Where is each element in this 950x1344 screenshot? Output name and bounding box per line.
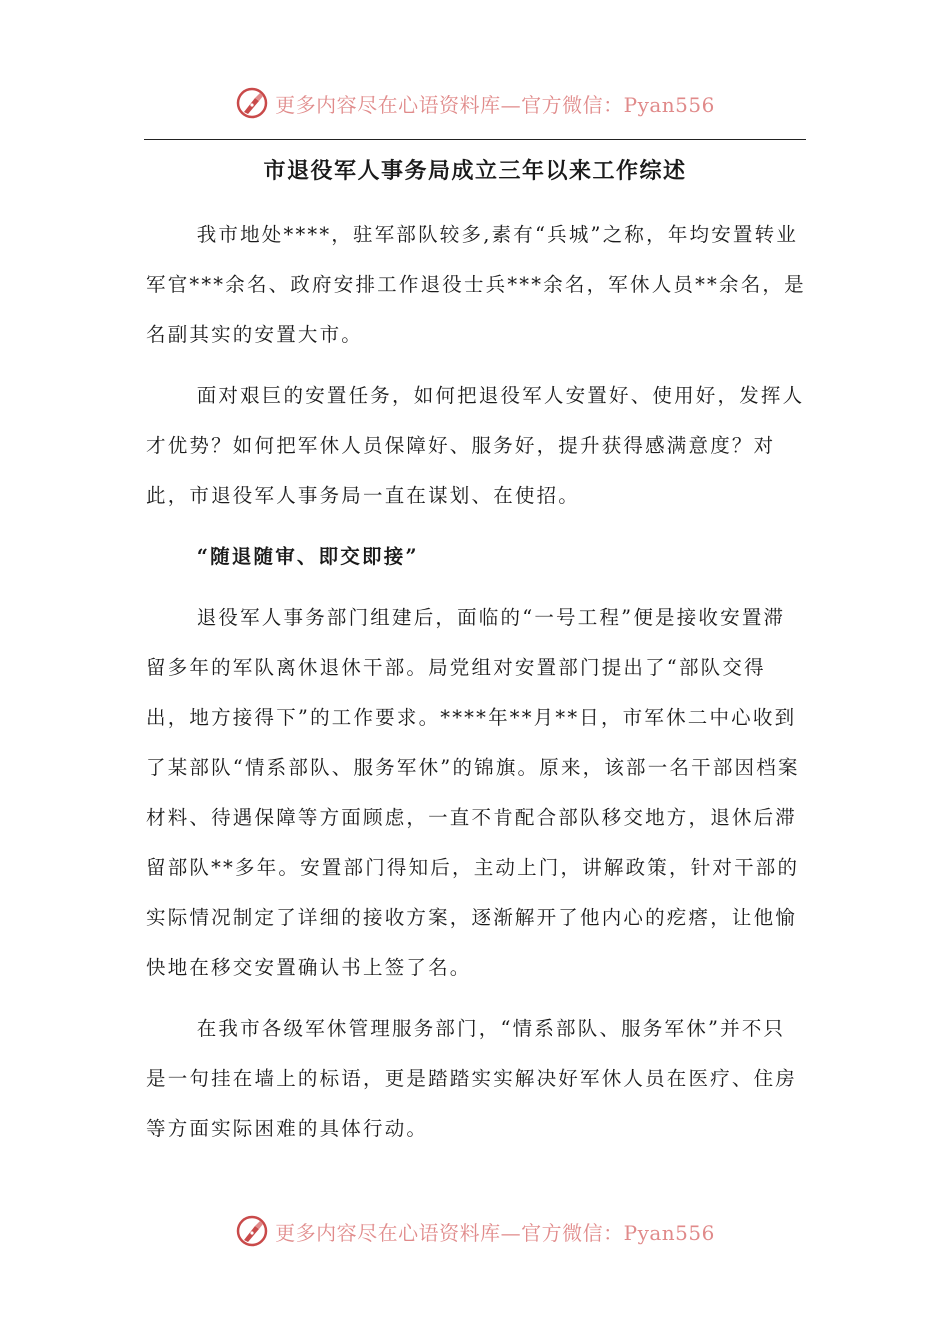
footer-watermark (0, 1211, 950, 1251)
header-watermark (0, 83, 950, 123)
document-body (146, 210, 806, 1165)
paragraph: 面对艰巨的安置任务，如何把退役军人安置好、使用好，发挥人才优势？如何把军休人员保障好、服务好，提升获得感满意度？对此，市退役军人事务局一直在谋划、在使招。 (146, 384, 805, 507)
fountain-pen-logo-icon (235, 86, 269, 120)
paragraph: 退役军人事务部门组建后，面临的“一号工程”便是接收安置滞留多年的军队离休退休干部。局党组对安置部门提出了“部队交得出，地方接得下”的工作要求。****年**月**日，市军休二中心收到了某部队“情系部队、服务军休”的锦旗。原来，该部一名干部因档案材料、待遇保障等方面顾虑，一直不肯配合部队移交地方，退休后滞留部队**多年。安置部门得知后，主动上门，讲解政策，针对干部的实际情况制定了详细的接收方案，逐渐解开了他内心的疙瘩，让他愉快地在移交安置确认书上签了名。 (146, 606, 800, 979)
fountain-pen-logo-icon (235, 1214, 269, 1248)
paragraph: 我市地处****，驻军部队较多,素有“兵城”之称，年均安置转业军官***余名、政府安排工作退役士兵***余名，军休人员**余名，是名副其实的安置大市。 (146, 223, 806, 346)
header-rule (144, 139, 806, 140)
section-heading: “随退随审、即交即接” (196, 545, 419, 568)
document-title: 市退役军人事务局成立三年以来工作综述 (263, 158, 687, 184)
watermark-text: 更多内容尽在心语资料库—官方微信：Pyan556 (275, 92, 715, 117)
watermark-text: 更多内容尽在心语资料库—官方微信：Pyan556 (275, 1220, 715, 1245)
paragraph: 在我市各级军休管理服务部门，“情系部队、服务军休”并不只是一句挂在墙上的标语，更是踏踏实实解决好军休人员在医疗、住房等方面实际困难的具体行动。 (146, 1017, 798, 1140)
